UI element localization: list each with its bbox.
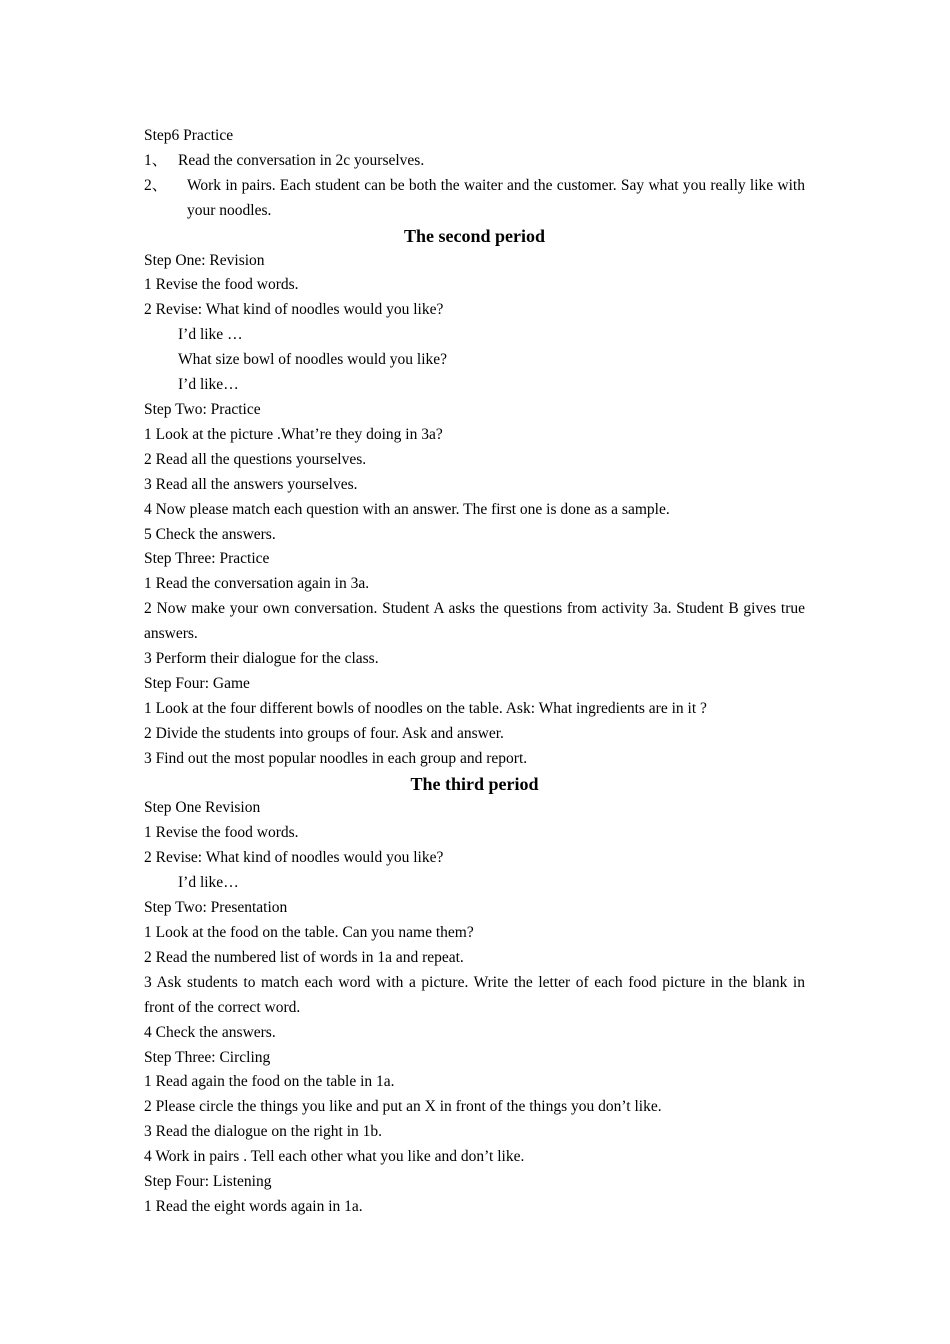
text-line: 4 Now please match each question with an answer. The first one is done as a sample.: [144, 500, 670, 518]
list-text: Work in pairs. Each student can be both the waiter and the customer. Say what you really like with your noodles.: [187, 176, 805, 219]
text-line: I’d like …: [178, 326, 243, 344]
step-title: Step Two: Practice: [144, 400, 261, 418]
period-heading: The third period: [410, 773, 539, 794]
step-title: Step One: Revision: [144, 251, 265, 269]
step-title: Step Three: Practice: [144, 550, 270, 568]
text-line: 4 Check the answers.: [144, 1023, 276, 1041]
text-line: 3 Read all the answers yourselves.: [144, 475, 358, 493]
text-line: What size bowl of noodles would you like?: [178, 351, 448, 369]
text-line: 3 Find out the most popular noodles in each group and report.: [144, 749, 528, 767]
text-line: 2 Divide the students into groups of four. Ask and answer.: [144, 724, 504, 742]
text-paragraph: 3 Ask students to match each word with a picture. Write the letter of each food picture in the blank in front of the correct word.: [144, 973, 805, 1016]
list-item: [144, 149, 805, 174]
text-line: 2 Revise: What kind of noodles would you like?: [144, 301, 444, 319]
text-line: 1 Read again the food on the table in 1a.: [144, 1073, 395, 1091]
text-line: 2 Read the numbered list of words in 1a and repeat.: [144, 948, 464, 966]
text-line: I’d like…: [178, 874, 239, 892]
list-item: [144, 174, 805, 224]
text-line: 5 Check the answers.: [144, 525, 276, 543]
list-number: 2、: [144, 176, 168, 194]
text-line: 3 Perform their dialogue for the class.: [144, 650, 379, 668]
text-line: 2 Please circle the things you like and put an X in front of the things you don’t like.: [144, 1098, 662, 1116]
text-line: 1 Look at the picture .What’re they doing in 3a?: [144, 425, 443, 443]
list-text: Read the conversation in 2c yourselves.: [178, 151, 425, 169]
text-line: 1 Look at the food on the table. Can you name them?: [144, 924, 474, 941]
text-line: 1 Read the conversation again in 3a.: [144, 575, 370, 593]
step-title: Step Four: Listening: [144, 1173, 272, 1191]
text-paragraph: 2 Now make your own conversation. Student A asks the questions from activity 3a. Student B gives true answers.: [144, 600, 805, 643]
text-line: 3 Read the dialogue on the right in 1b.: [144, 1123, 383, 1141]
step-title: Step Four: Game: [144, 674, 250, 692]
step-title: Step Two: Presentation: [144, 899, 288, 917]
period-heading: The second period: [403, 225, 545, 246]
step-title: Step One Revision: [144, 799, 261, 817]
text-line: 1 Revise the food words.: [144, 276, 299, 294]
text-line: 1 Look at the four different bowls of noodles on the table. Ask: What ingredients are in it ?: [144, 699, 707, 717]
step-title: Step Three: Circling: [144, 1048, 271, 1066]
list-number: 1、: [144, 151, 168, 169]
text-line: 2 Revise: What kind of noodles would you like?: [144, 849, 444, 867]
step6-title: Step6 Practice: [144, 127, 234, 144]
text-line: 1 Revise the food words.: [144, 824, 299, 842]
text-line: 1 Read the eight words again in 1a.: [144, 1197, 363, 1215]
text-line: 4 Work in pairs . Tell each other what you like and don’t like.: [144, 1148, 525, 1166]
document-page: [144, 124, 805, 1220]
text-line: I’d like…: [178, 376, 239, 394]
text-line: 2 Read all the questions yourselves.: [144, 450, 367, 468]
